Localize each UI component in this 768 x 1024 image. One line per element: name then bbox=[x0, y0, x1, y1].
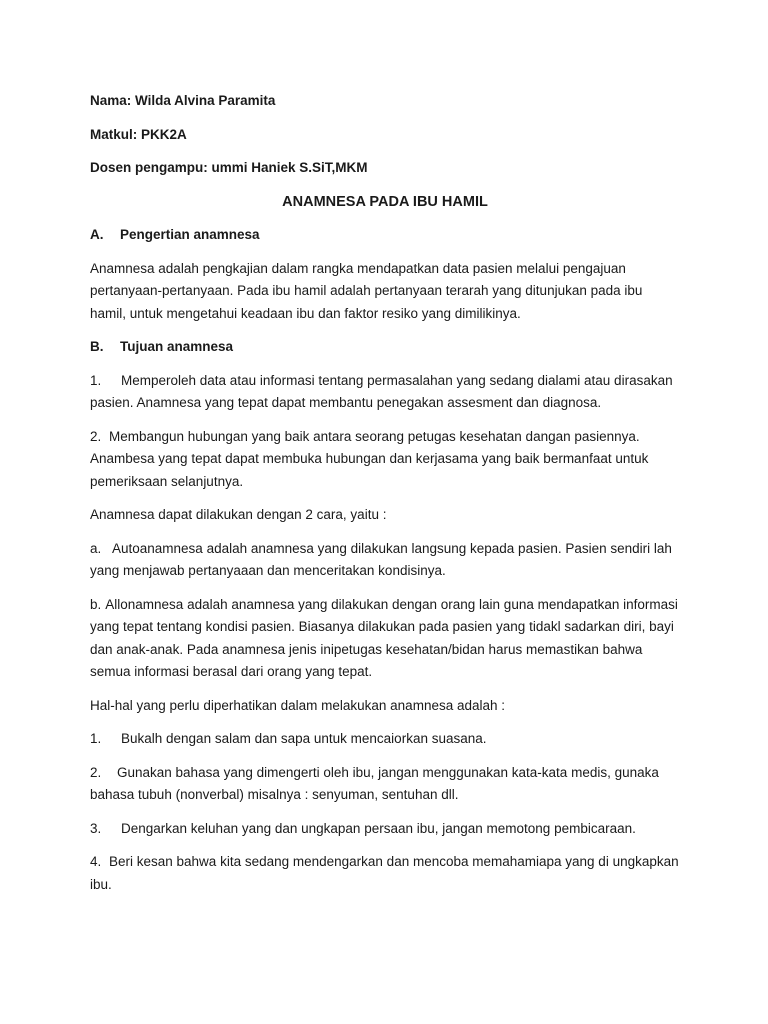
method-item-b-text: Allonamnesa adalah anamnesa yang dilakukan dengan orang lain guna mendapatkan informasi yang tepat tentang kondisi pasien. Biasanya dilakukan pada pasien yang tidakl sadarkan diri, bayi dan anak-anak. Pada anamnesa jenis inipetugas kesehatan/bidan harus memastikan bahwa semua informasi berasal dari orang yang tepat. bbox=[90, 596, 678, 679]
section-b-title: Tujuan anamnesa bbox=[120, 339, 234, 354]
section-a-body: Anamnesa adalah pengkajian dalam rangka mendapatkan data pasien melalui pengajuan pertanyaan-pertanyaan. Pada ibu hamil adalah pertanyaan terarah yang ditunjukan pada ibu hamil, untuk mengetahui keadaan ibu dan faktor resiko yang dimilikinya. bbox=[90, 260, 643, 321]
purpose-item-1 bbox=[90, 370, 680, 415]
section-a-title: Pengertian anamnesa bbox=[120, 227, 260, 242]
attention-item-1-text: Bukalh dengan salam dan sapa untuk mencaiorkan suasana. bbox=[121, 731, 487, 746]
purpose-item-1-number: 1. bbox=[90, 372, 102, 388]
attention-item-4 bbox=[90, 851, 680, 896]
course-name: Matkul: PKK2A bbox=[90, 126, 187, 142]
section-b-marker: B. bbox=[90, 339, 104, 354]
attention-item-2 bbox=[90, 762, 680, 807]
attention-item-3-text: Dengarkan keluhan yang dan ungkapan persaan ibu, jangan memotong pembicaraan. bbox=[121, 820, 636, 836]
section-a-marker: A. bbox=[90, 227, 104, 242]
method-item-b bbox=[90, 594, 680, 684]
attention-item-3-number: 3. bbox=[90, 820, 102, 836]
document-body bbox=[90, 90, 680, 907]
method-item-a bbox=[90, 538, 680, 583]
attention-item-1-number: 1. bbox=[90, 731, 102, 746]
section-b-heading bbox=[90, 336, 680, 359]
section-a-heading bbox=[90, 224, 680, 247]
purpose-item-1-text: Memperoleh data atau informasi tentang permasalahan yang sedang dialami atau dirasakan pasien. Anamnesa yang tepat dapat membantu penegakan assesment dan diagnosa. bbox=[90, 372, 673, 410]
purpose-item-2 bbox=[90, 426, 680, 494]
attention-item-4-text: Beri kesan bahwa kita sedang mendengarkan dan mencoba memahamiapa yang di ungkapkan ibu. bbox=[90, 854, 679, 892]
lecturer-name: Dosen pengampu: ummi Haniek S.SiT,MKM bbox=[90, 160, 368, 175]
attention-item-2-text: Gunakan bahasa yang dimengerti oleh ibu, jangan menggunakan kata-kata medis, gunaka bahasa tubuh (nonverbal) misalnya : senyuman, sentuhan dll. bbox=[90, 764, 659, 802]
method-item-b-marker: b. bbox=[90, 596, 102, 612]
attention-item-1 bbox=[90, 728, 680, 751]
student-name: Nama: Wilda Alvina Paramita bbox=[90, 93, 276, 108]
method-item-a-marker: a. bbox=[90, 540, 102, 556]
attention-intro: Hal-hal yang perlu diperhatikan dalam melakukan anamnesa adalah : bbox=[90, 697, 506, 713]
purpose-item-2-text: Membangun hubungan yang baik antara seorang petugas kesehatan dangan pasiennya. Anambesa yang tepat dapat membuka hubungan dan kerjasama yang baik bermanfaat untuk pemeriksaan selanjutnya. bbox=[90, 428, 649, 489]
attention-item-4-number: 4. bbox=[90, 854, 102, 869]
attention-item-3 bbox=[90, 818, 680, 841]
attention-item-2-number: 2. bbox=[90, 764, 102, 780]
method-item-a-text: Autoanamnesa adalah anamnesa yang dilakukan langsung kepada pasien. Pasien sendiri lah yang menjawab pertanyaaan dan menceritakan kondisinya. bbox=[90, 540, 672, 578]
document-title: ANAMNESA PADA IBU HAMIL bbox=[282, 193, 488, 210]
purpose-item-2-number: 2. bbox=[90, 428, 102, 444]
methods-intro: Anamnesa dapat dilakukan dengan 2 cara, yaitu : bbox=[90, 507, 387, 522]
